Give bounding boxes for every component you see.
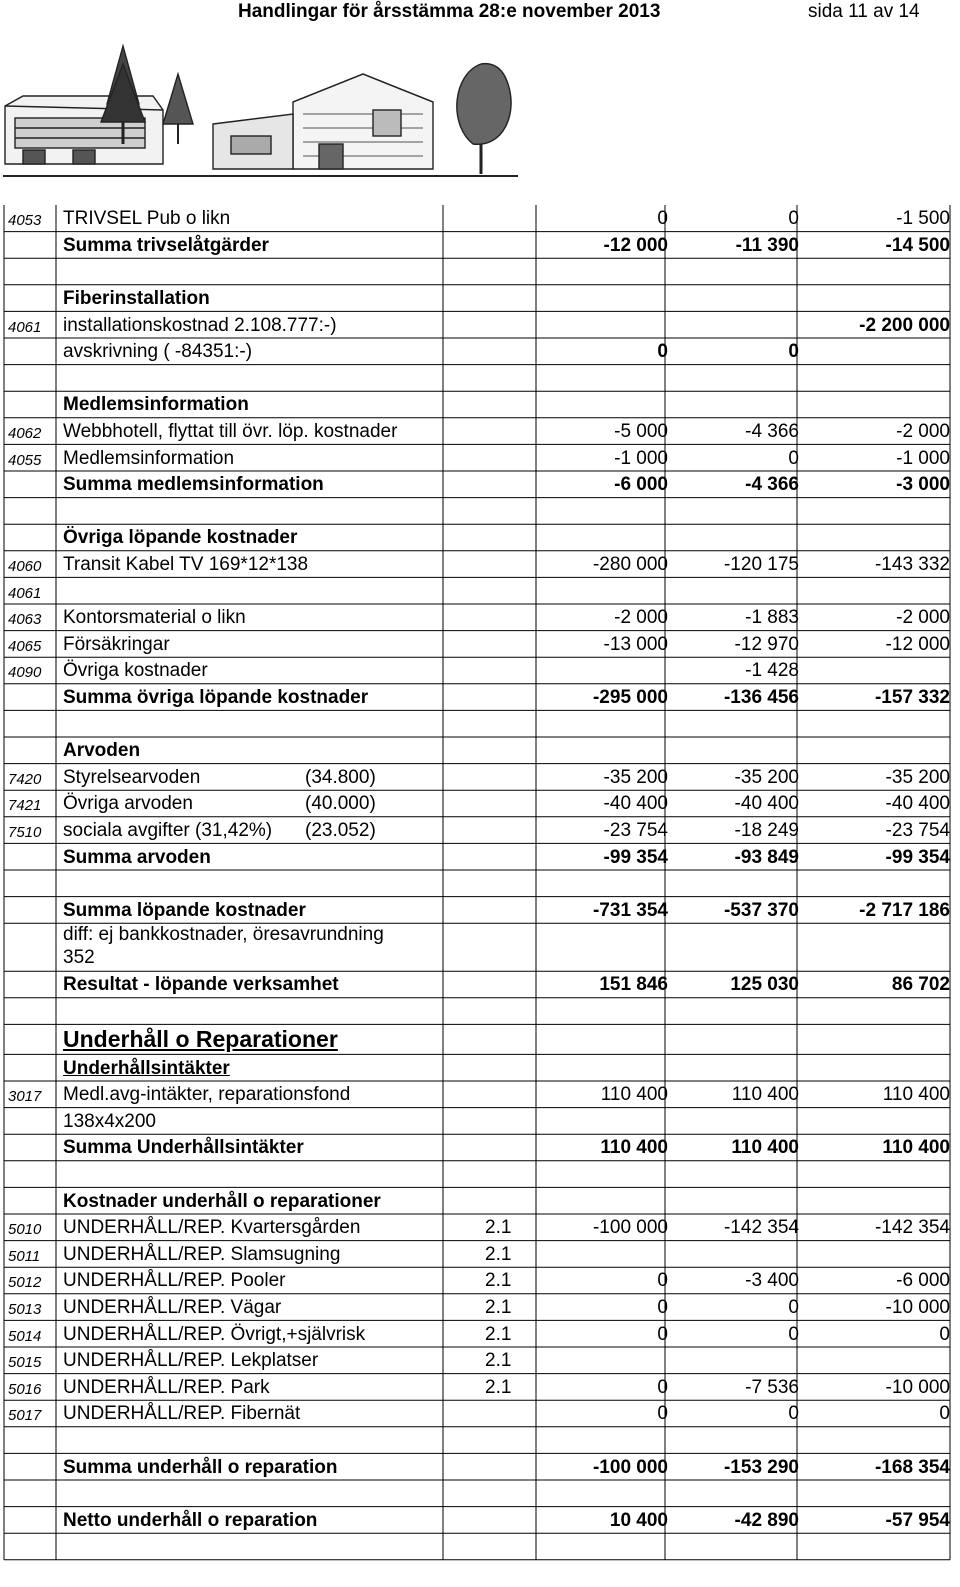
amount-c2: 0 bbox=[788, 341, 799, 363]
row-description: Övriga kostnader bbox=[63, 660, 208, 682]
row-description: Resultat - löpande verksamhet bbox=[63, 974, 339, 996]
amount-c2: 125 030 bbox=[730, 974, 799, 996]
row-reference: 2.1 bbox=[485, 1217, 512, 1239]
ledger-row bbox=[0, 1187, 960, 1214]
amount-c3: -35 200 bbox=[885, 766, 950, 788]
amount-c3: -14 500 bbox=[885, 234, 950, 256]
account-number: 4061 bbox=[8, 318, 42, 336]
amount-c1: 110 400 bbox=[600, 1084, 668, 1106]
row-description: Försäkringar bbox=[63, 633, 170, 655]
amount-c3: -2 717 186 bbox=[859, 899, 950, 921]
amount-c1: -295 000 bbox=[592, 687, 668, 709]
ledger-row bbox=[0, 391, 960, 418]
ledger-row bbox=[0, 1214, 960, 1241]
amount-c1: 0 bbox=[657, 208, 668, 230]
account-number: 4060 bbox=[8, 558, 42, 576]
amount-c3: 0 bbox=[939, 1323, 950, 1345]
amount-c3: -2 000 bbox=[896, 421, 950, 443]
ledger-row bbox=[0, 1427, 960, 1454]
ledger-row bbox=[0, 897, 960, 924]
ledger-row bbox=[0, 551, 960, 578]
amount-c3: -3 000 bbox=[896, 474, 950, 496]
row-description: UNDERHÅLL/REP. Vägar bbox=[63, 1297, 282, 1319]
row-amount-note: (40.000) bbox=[305, 793, 376, 815]
ledger-row bbox=[0, 1507, 960, 1534]
amount-c1: -23 754 bbox=[603, 820, 668, 842]
row-amount-note: (23.052) bbox=[305, 820, 376, 842]
amount-c1: 0 bbox=[657, 1403, 668, 1425]
ledger-row bbox=[0, 524, 960, 551]
ledger-row bbox=[0, 418, 960, 445]
row-reference: 2.1 bbox=[485, 1376, 512, 1398]
page-number: sida 11 av 14 bbox=[808, 1, 920, 22]
amount-c3: -142 354 bbox=[874, 1217, 950, 1239]
amount-c2: -35 200 bbox=[734, 766, 799, 788]
row-description: UNDERHÅLL/REP. Slamsugning bbox=[63, 1243, 341, 1265]
amount-c2: 0 bbox=[788, 1403, 799, 1425]
account-number: 5013 bbox=[8, 1301, 42, 1319]
row-description: Summa Underhållsintäkter bbox=[63, 1137, 304, 1159]
ledger-row bbox=[0, 923, 960, 971]
account-number: 4061 bbox=[8, 584, 42, 602]
row-description: Fiberinstallation bbox=[63, 288, 210, 310]
row-description: UNDERHÅLL/REP. Kvartersgården bbox=[63, 1217, 361, 1239]
amount-c1: 110 400 bbox=[600, 1137, 668, 1159]
ledger-row bbox=[0, 971, 960, 998]
ledger-row bbox=[0, 998, 960, 1025]
amount-c2: 0 bbox=[788, 208, 799, 230]
amount-c2: -120 175 bbox=[723, 554, 799, 576]
ledger-row bbox=[0, 817, 960, 844]
ledger-row bbox=[0, 710, 960, 737]
row-description: Medlemsinformation bbox=[63, 447, 235, 469]
ledger-row bbox=[0, 737, 960, 764]
row-description: 138x4x200 bbox=[63, 1110, 156, 1132]
amount-c1: -1 000 bbox=[614, 447, 668, 469]
account-number: 7510 bbox=[8, 824, 42, 842]
ledger-row bbox=[0, 1161, 960, 1188]
row-description: UNDERHÅLL/REP. Fibernät bbox=[63, 1403, 301, 1425]
ledger-row bbox=[0, 285, 960, 312]
amount-c3: -6 000 bbox=[896, 1270, 950, 1292]
row-description: UNDERHÅLL/REP. Park bbox=[63, 1376, 270, 1398]
amount-c1: -6 000 bbox=[614, 474, 668, 496]
account-number: 7421 bbox=[8, 797, 42, 815]
amount-c2: -42 890 bbox=[734, 1509, 799, 1531]
account-number: 5015 bbox=[8, 1354, 42, 1372]
row-reference: 2.1 bbox=[485, 1270, 512, 1292]
amount-c1: -5 000 bbox=[614, 421, 668, 443]
ledger-row bbox=[0, 631, 960, 658]
account-number: 4090 bbox=[8, 664, 42, 682]
amount-c1: 151 846 bbox=[599, 974, 668, 996]
ledger-row bbox=[0, 498, 960, 525]
account-number: 5016 bbox=[8, 1380, 42, 1398]
amount-c1: -35 200 bbox=[603, 766, 668, 788]
amount-c3: 110 400 bbox=[882, 1137, 950, 1159]
amount-c3: -12 000 bbox=[885, 633, 950, 655]
amount-c1: 10 400 bbox=[609, 1509, 668, 1531]
amount-c1: 0 bbox=[657, 341, 668, 363]
row-description: Styrelsearvoden bbox=[63, 766, 201, 788]
row-reference: 2.1 bbox=[485, 1323, 512, 1345]
row-description: installationskostnad 2.108.777:-) bbox=[63, 314, 337, 336]
row-reference: 2.1 bbox=[485, 1350, 512, 1372]
amount-c3: -2 200 000 bbox=[859, 314, 950, 336]
amount-c1: 0 bbox=[657, 1297, 668, 1319]
account-number: 5011 bbox=[8, 1247, 41, 1265]
ledger-row bbox=[0, 577, 960, 604]
row-description: TRIVSEL Pub o likn bbox=[63, 208, 231, 230]
amount-c2: -1 428 bbox=[745, 660, 799, 682]
account-number: 5010 bbox=[8, 1221, 42, 1239]
amount-c1: -2 000 bbox=[614, 607, 668, 629]
amount-c3: -40 400 bbox=[885, 793, 950, 815]
ledger-row bbox=[0, 205, 960, 232]
row-description: Transit Kabel TV 169*12*138 bbox=[63, 554, 309, 576]
ledger-row bbox=[0, 604, 960, 631]
amount-c2: 0 bbox=[788, 1323, 799, 1345]
amount-c1: -12 000 bbox=[603, 234, 668, 256]
amount-c3: -57 954 bbox=[885, 1509, 950, 1531]
row-description: Kostnader underhåll o reparationer bbox=[63, 1190, 381, 1212]
amount-c2: 0 bbox=[788, 1297, 799, 1319]
row-description: sociala avgifter (31,42%) bbox=[63, 820, 273, 842]
ledger-row bbox=[0, 657, 960, 684]
row-description: Summa trivselåtgärder bbox=[63, 234, 269, 256]
amount-c3: -143 332 bbox=[874, 554, 950, 576]
account-number: 7420 bbox=[8, 770, 42, 788]
row-description: Underhåll o Reparationer bbox=[63, 1026, 338, 1053]
amount-c1: -40 400 bbox=[603, 793, 668, 815]
ledger-row bbox=[0, 790, 960, 817]
row-description: avskrivning ( -84351:-) bbox=[63, 341, 253, 363]
amount-c3: -99 354 bbox=[885, 846, 950, 868]
ledger-row bbox=[0, 870, 960, 897]
amount-c2: -1 883 bbox=[745, 607, 799, 629]
ledger-row bbox=[0, 1453, 960, 1480]
ledger-row bbox=[0, 764, 960, 791]
amount-c3: -10 000 bbox=[885, 1297, 950, 1319]
amount-c1: -99 354 bbox=[603, 846, 668, 868]
account-number: 4063 bbox=[8, 611, 42, 629]
amount-c3: -157 332 bbox=[874, 687, 950, 709]
account-number: 4062 bbox=[8, 425, 42, 443]
account-number: 4053 bbox=[8, 212, 42, 230]
account-number: 5012 bbox=[8, 1274, 42, 1292]
ledger-row bbox=[0, 232, 960, 259]
row-description: Summa arvoden bbox=[63, 846, 211, 868]
row-description: Arvoden bbox=[63, 740, 141, 762]
row-description: Medl.avg-intäkter, reparationsfond bbox=[63, 1084, 351, 1106]
amount-c2: 0 bbox=[788, 447, 799, 469]
amount-c2: -11 390 bbox=[735, 234, 799, 256]
amount-c3: -10 000 bbox=[885, 1376, 950, 1398]
amount-c3: -168 354 bbox=[874, 1456, 950, 1478]
ledger-row bbox=[0, 1267, 960, 1294]
amount-c2: -40 400 bbox=[734, 793, 799, 815]
row-reference: 2.1 bbox=[485, 1243, 512, 1265]
amount-c1: -731 354 bbox=[592, 899, 668, 921]
account-number: 5014 bbox=[8, 1327, 42, 1345]
row-description: Netto underhåll o reparation bbox=[63, 1509, 318, 1531]
account-number: 4055 bbox=[8, 451, 42, 469]
row-description: Underhållsintäkter bbox=[63, 1057, 230, 1079]
ledger-row bbox=[0, 1024, 960, 1054]
row-description: Summa medlemsinformation bbox=[63, 474, 324, 496]
amount-c3: 110 400 bbox=[882, 1084, 950, 1106]
row-description: UNDERHÅLL/REP. Övrigt,+självrisk bbox=[63, 1323, 366, 1345]
amount-c2: -93 849 bbox=[734, 846, 799, 868]
amount-c1: -13 000 bbox=[603, 633, 668, 655]
ledger-row bbox=[0, 1400, 960, 1427]
ledger-row bbox=[0, 471, 960, 498]
ledger-row bbox=[0, 444, 960, 471]
amount-c2: -537 370 bbox=[723, 899, 799, 921]
ledger-row bbox=[0, 1241, 960, 1268]
row-description: Summa övriga löpande kostnader bbox=[63, 687, 369, 709]
row-description: Summa löpande kostnader bbox=[63, 899, 306, 921]
row-description: Webbhotell, flyttat till övr. löp. kostnader bbox=[63, 421, 398, 443]
ledger-row bbox=[0, 1347, 960, 1374]
row-description: Övriga löpande kostnader bbox=[63, 527, 298, 549]
amount-c2: 110 400 bbox=[731, 1137, 799, 1159]
account-number: 3017 bbox=[8, 1088, 42, 1106]
row-description: UNDERHÅLL/REP. Lekplatser bbox=[63, 1350, 319, 1372]
amount-c2: -4 366 bbox=[745, 421, 799, 443]
amount-c3: -2 000 bbox=[896, 607, 950, 629]
ledger-row bbox=[0, 1294, 960, 1321]
row-description: Medlemsinformation bbox=[63, 394, 249, 416]
row-description: Summa underhåll o reparation bbox=[63, 1456, 338, 1478]
amount-c2: -153 290 bbox=[723, 1456, 799, 1478]
amount-c2: -7 536 bbox=[745, 1376, 799, 1398]
ledger-row bbox=[0, 1374, 960, 1401]
amount-c3: -23 754 bbox=[885, 820, 950, 842]
row-description: diff: ej bankkostnader, öresavrundning bbox=[63, 924, 384, 946]
row-reference: 2.1 bbox=[485, 1297, 512, 1319]
amount-c1: 0 bbox=[657, 1270, 668, 1292]
amount-c3: -1 500 bbox=[896, 208, 950, 230]
row-description: Kontorsmaterial o likn bbox=[63, 607, 246, 629]
ledger-row bbox=[0, 311, 960, 338]
amount-c2: -12 970 bbox=[734, 633, 799, 655]
amount-c2: -136 456 bbox=[723, 687, 799, 709]
ledger-row bbox=[0, 1134, 960, 1161]
ledger-row bbox=[0, 684, 960, 711]
amount-c1: -100 000 bbox=[592, 1217, 668, 1239]
ledger-row bbox=[0, 843, 960, 870]
row-description-line2: 352 bbox=[63, 947, 95, 969]
ledger-row bbox=[0, 365, 960, 392]
amount-c1: -100 000 bbox=[592, 1456, 668, 1478]
ledger-row bbox=[0, 1108, 960, 1135]
amount-c2: -18 249 bbox=[734, 820, 799, 842]
amount-c3: 86 702 bbox=[891, 974, 950, 996]
row-description: UNDERHÅLL/REP. Pooler bbox=[63, 1270, 286, 1292]
ledger-row bbox=[0, 1480, 960, 1507]
account-number: 5017 bbox=[8, 1407, 42, 1425]
ledger-row bbox=[0, 1054, 960, 1081]
amount-c3: -1 000 bbox=[896, 447, 950, 469]
ledger-row bbox=[0, 1320, 960, 1347]
amount-c1: 0 bbox=[657, 1376, 668, 1398]
document-title: Handlingar för årsstämma 28:e november 2013 bbox=[238, 1, 661, 22]
amount-c2: -142 354 bbox=[723, 1217, 799, 1239]
ledger-row bbox=[0, 1081, 960, 1108]
amount-c2: -3 400 bbox=[745, 1270, 799, 1292]
account-number: 4065 bbox=[8, 637, 42, 655]
row-description: Övriga arvoden bbox=[63, 793, 193, 815]
ledger-row bbox=[0, 1533, 960, 1560]
amount-c1: 0 bbox=[657, 1323, 668, 1345]
amount-c2: 110 400 bbox=[731, 1084, 799, 1106]
row-amount-note: (34.800) bbox=[305, 766, 376, 788]
amount-c3: 0 bbox=[939, 1403, 950, 1425]
ledger-row bbox=[0, 258, 960, 285]
amount-c2: -4 366 bbox=[745, 474, 799, 496]
ledger-row bbox=[0, 338, 960, 365]
amount-c1: -280 000 bbox=[592, 554, 668, 576]
